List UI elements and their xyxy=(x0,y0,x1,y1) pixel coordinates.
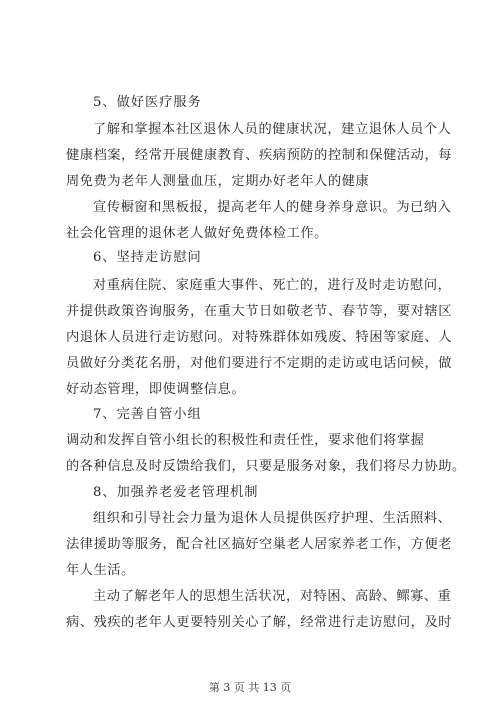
paragraph-line: 并提供政策咨询服务，在重大节日如敬老节、春节等，要对辖区 xyxy=(66,304,453,319)
paragraph-line: 宣传橱窗和黑板报，提高老年人的健身养身意识。为已纳入 xyxy=(93,200,452,215)
paragraph-line: 健康档案，经常开展健康教育、疾病预防的控制和保健活动，每 xyxy=(66,148,453,163)
paragraph-line: 组织和引导社会力量为退休人员提供医疗护理、生活照料、 xyxy=(93,511,452,526)
paragraph-line: 好动态管理，即使调整信息。 xyxy=(66,382,246,397)
paragraph-line: 病、残疾的老年人更要特别关心了解，经常进行走访慰问，及时 xyxy=(66,615,453,630)
paragraph-line: 法律援助等服务，配合社区搞好空巢老人居家养老工作，方便老 xyxy=(66,537,453,552)
paragraph-line: 年人生活。 xyxy=(66,563,135,578)
paragraph-line: 员做好分类花名册，对他们要进行不定期的走访或电话问候，做 xyxy=(66,356,453,371)
paragraph-line: 对重病住院、家庭重大事件、死亡的，进行及时走访慰问， xyxy=(93,278,452,293)
section-heading-5: 5、做好医疗服务 xyxy=(93,95,202,110)
page-number-footer: 第 3 页 共 13 页 xyxy=(208,681,292,694)
section-heading-8: 8、加强养老爱老管理机制 xyxy=(93,485,259,500)
paragraph-line: 的各种信息及时反馈给我们，只要是服务对象，我们将尽力协助。 xyxy=(66,459,466,474)
paragraph-line: 内退休人员进行走访慰问。对特殊群体如残废、特困等家庭、人 xyxy=(66,330,453,345)
paragraph-line: 主动了解老年人的思想生活状况，对特困、高龄、鳏寡、重 xyxy=(93,589,452,604)
section-heading-7: 7、完善自管小组 xyxy=(93,407,202,422)
paragraph-line: 调动和发挥自管小组长的积极性和责任性，要求他们将掌握 xyxy=(66,433,425,448)
paragraph-line: 社会化管理的退休老人做好免费体检工作。 xyxy=(66,226,328,241)
section-heading-6: 6、坚持走访慰问 xyxy=(93,250,202,265)
paragraph-line: 了解和掌握本社区退休人员的健康状况，建立退休人员个人 xyxy=(93,122,452,137)
paragraph-line: 周免费为老年人测量血压，定期办好老年人的健康 xyxy=(66,174,370,189)
